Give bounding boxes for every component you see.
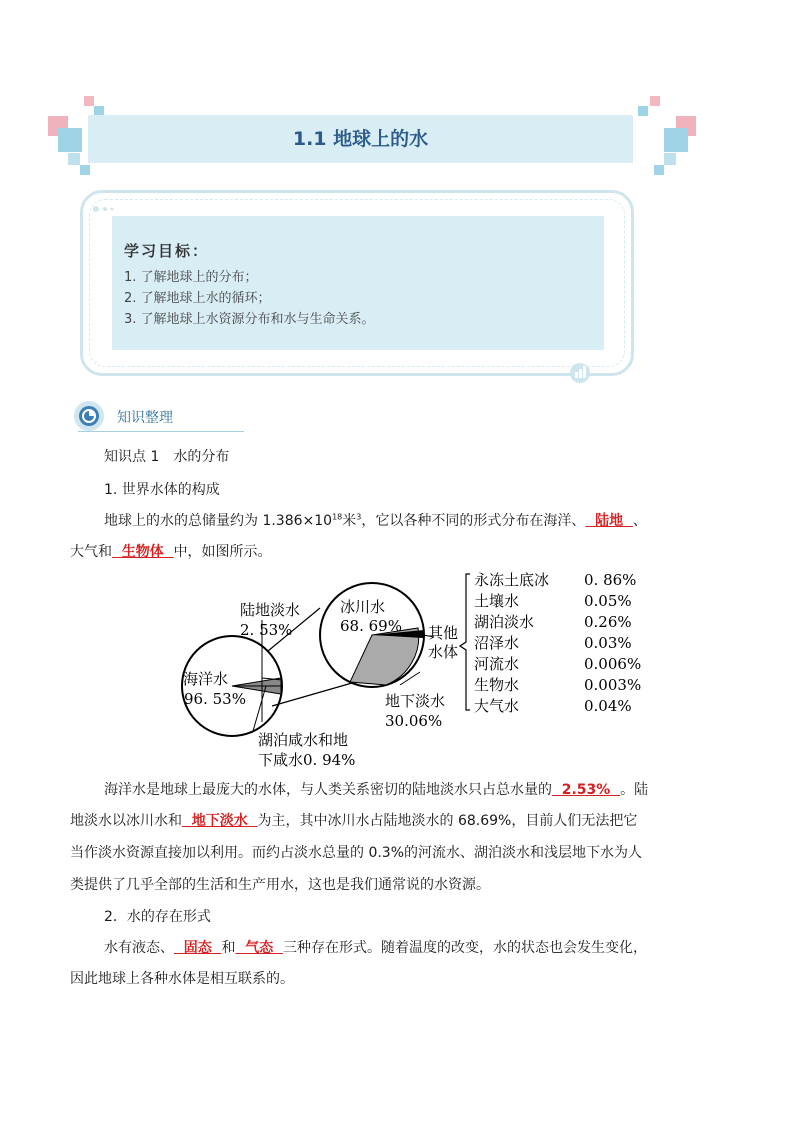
paragraph-line: 海洋水是地球上最庞大的水体，与人类关系密切的陆地淡水只占总水量的 2.53% 。陆 <box>104 782 649 798</box>
paragraph-line: 地淡水以冰川水和 地下淡水 为主，其中冰川水占陆地淡水的 68.69%，目前人们无法把它 <box>70 813 638 829</box>
ocean-value: 96. 53% <box>184 690 246 708</box>
knowledge-icon <box>72 399 106 433</box>
answer-blank: 固态 <box>183 940 212 956</box>
dots-icon <box>91 203 119 215</box>
water-distribution-figure <box>0 560 793 779</box>
land-value: 2. 53% <box>240 621 293 639</box>
point-heading: 知识点 1 水的分布 <box>104 449 230 465</box>
paragraph-line: 当作淡水资源直接加以利用。而约占淡水总量的 0.3%的河流水、湖泊淡水和浅层地下水为人 <box>70 845 643 861</box>
list-item-value: 0.05% <box>584 592 632 610</box>
answer-blank: 地下淡水 <box>191 813 248 829</box>
paragraph-line: 因此地球上各种水体是相互联系的。 <box>70 971 294 987</box>
groundwater-label: 地下淡水 <box>385 692 446 710</box>
glacier-label: 冰川水 <box>340 598 386 616</box>
list-item-name: 湖泊淡水 <box>474 613 535 631</box>
learning-goals <box>112 216 604 350</box>
paragraph-line: 水有液态、 固态 和 气态 三种存在形式。随着温度的改变，水的状态也会发生变化， <box>104 940 647 956</box>
goal-item: 1. 了解地球上的分布； <box>124 270 258 285</box>
list-item-value: 0.04% <box>584 697 632 715</box>
answer-blank: 气态 <box>245 940 274 956</box>
ocean-label: 海洋水 <box>183 670 229 688</box>
list-item-value: 0.26% <box>584 613 632 631</box>
goals-heading: 学习目标： <box>124 242 210 260</box>
list-item-value: 0. 86% <box>584 571 637 589</box>
land-label: 陆地淡水 <box>240 601 301 619</box>
list-item-name: 大气水 <box>474 697 520 715</box>
answer-blank: 陆地 <box>595 513 624 529</box>
goal-item: 3. 了解地球上水资源分布和水与生命关系。 <box>124 312 375 327</box>
list-item-name: 生物水 <box>474 676 520 694</box>
goal-item: 2. 了解地球上水的循环； <box>124 291 271 306</box>
paragraph-line: 类提供了几乎全部的生活和生产用水，这也是我们通常说的水资源。 <box>70 877 490 893</box>
sub-heading: 2．水的存在形式 <box>104 909 211 925</box>
other-label-2: 水体 <box>428 643 459 661</box>
list-item-value: 0.03% <box>584 634 632 652</box>
glacier-value: 68. 69% <box>340 617 402 635</box>
list-item-name: 永冻土底冰 <box>474 571 550 589</box>
paragraph-line: 地球上的水的总储量约为 $1.386\times 10^{18}$米$^3$，它以各种不同的形式分布在海洋、 陆地 、 <box>104 512 647 529</box>
sub-heading: 1. 世界水体的构成 <box>104 482 220 498</box>
other-label: 其他 <box>428 624 459 642</box>
answer-blank: 生物体 <box>121 544 164 560</box>
title-band <box>88 115 633 163</box>
section-underline <box>78 431 244 432</box>
figure-svg <box>0 560 793 775</box>
list-item-name: 沼泽水 <box>474 634 520 652</box>
groundwater-value: 30.06% <box>385 712 443 730</box>
list-item-name: 土壤水 <box>474 592 520 610</box>
other-water-list <box>474 571 641 715</box>
list-item-value: 0.006% <box>584 655 642 673</box>
page-title: 1.1 地球上的水 <box>292 128 429 150</box>
paragraph-line: 大气和 生物体 中，如图所示。 <box>70 544 272 560</box>
saltlake-label: 湖泊咸水和地 <box>258 731 349 749</box>
saltlake-value: 下咸水0. 94% <box>258 751 356 769</box>
answer-blank: 2.53% <box>561 782 611 798</box>
section-label: 知识整理 <box>117 410 173 426</box>
chart-badge-icon <box>565 361 595 383</box>
list-item-name: 河流水 <box>474 655 520 673</box>
list-item-value: 0.003% <box>584 676 642 694</box>
